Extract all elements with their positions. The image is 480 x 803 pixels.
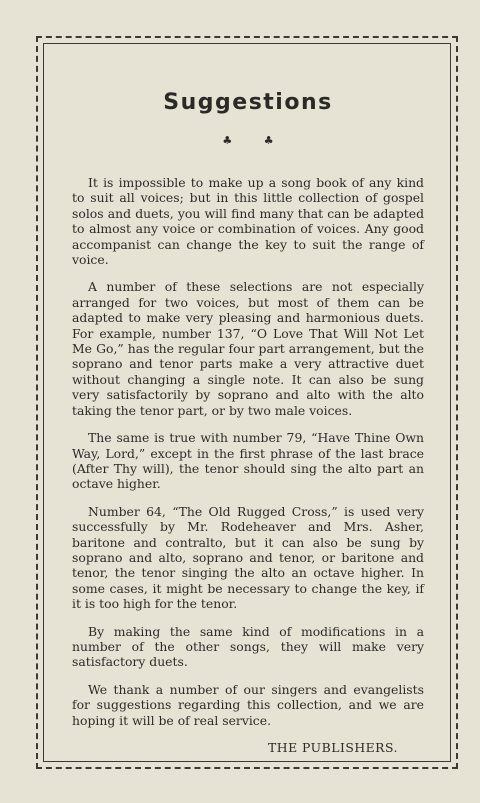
ornament-icon: ♣ ♣ bbox=[222, 134, 288, 147]
paragraph-5: By making the same kind of modifications in a number of the other songs, they will make very satisfactory duets. bbox=[72, 623, 424, 670]
paragraph-2: A number of these selections are not especially arranged for two voices, but most of them can be adapted to make very pleasing and harmonious duets. For example, number 137, “O Love That Will Not Let Me Go,” has the regular four part arrangement, but the soprano and tenor parts make a very attractive duet without changing a single note. It can also be sung very satisfactorily by soprano and alto with the alto taking the tenor part, or by two male voices. bbox=[72, 279, 424, 418]
signature: THE PUBLISHERS. bbox=[268, 740, 398, 755]
page-title: Suggestions bbox=[163, 90, 333, 115]
paragraph-1: It is impossible to make up a song book of any kind to suit all voices; but in this little collection of gospel solos and duets, you will find many that can be adapted to almost any voice or combination of voices. Any good accompanist can change the key to suit the range of voice. bbox=[72, 175, 424, 268]
content-area bbox=[72, 86, 424, 755]
paragraph-4: Number 64, “The Old Rugged Cross,” is used very successfully by Mr. Rodeheaver and Mrs. Asher, baritone and contralto, but it can also be sung by soprano and alto, soprano and tenor, or baritone and tenor, the tenor singing the alto an octave higher. In some cases, it might be necessary to change the key, if it is too high for the tenor. bbox=[72, 503, 424, 612]
paragraph-3: The same is true with number 79, “Have Thine Own Way, Lord,” except in the first phrase of the last brace (After Thy will), the tenor should sing the alto part an octave higher. bbox=[72, 430, 424, 492]
paragraph-6: We thank a number of our singers and evangelists for suggestions regarding this collection, and we are hoping it will be of real service. bbox=[72, 681, 424, 728]
